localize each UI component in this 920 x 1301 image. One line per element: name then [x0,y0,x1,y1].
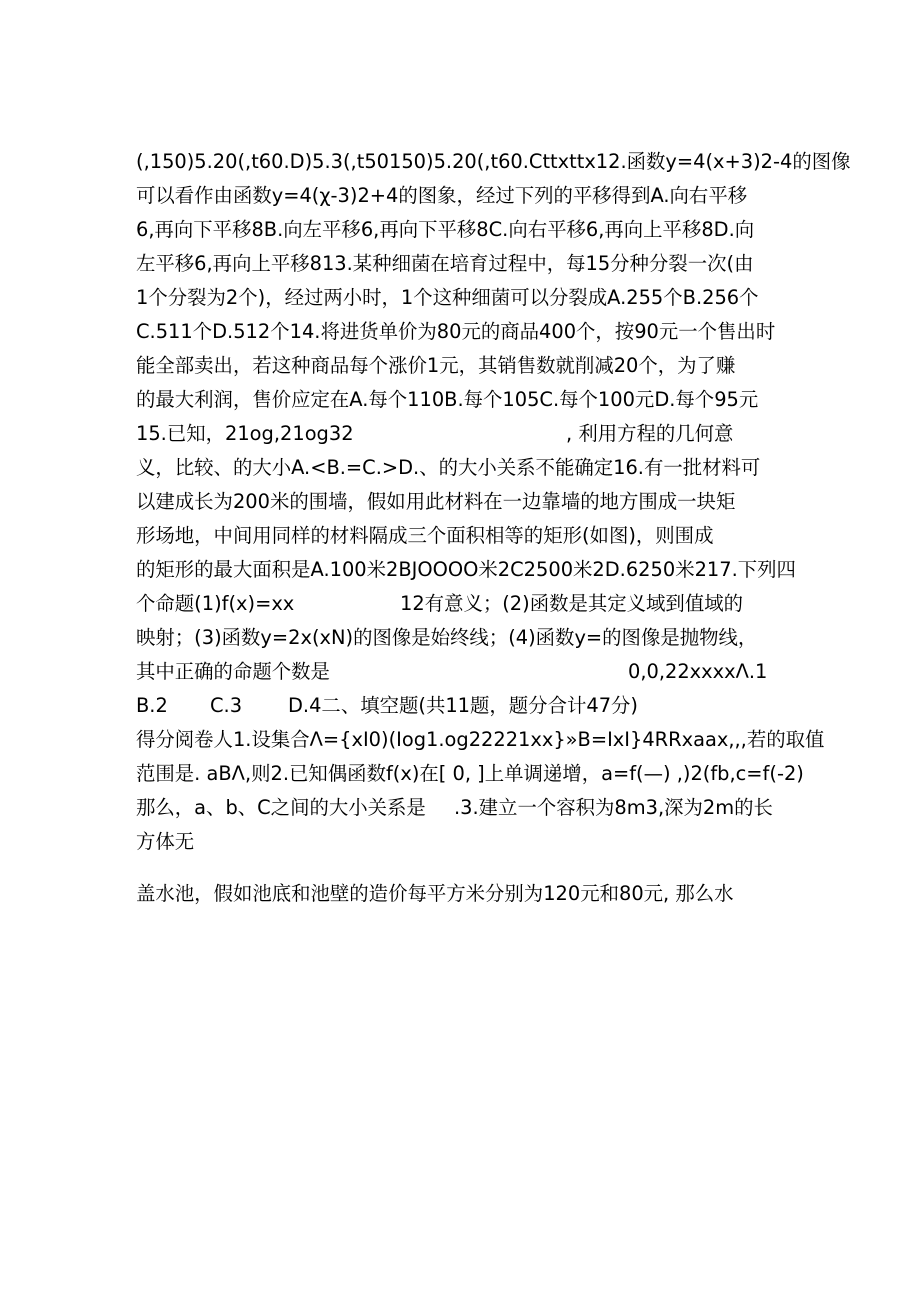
text-line-20-part-b: .3.建立一个容积为8m3,深为2m的长 [454,796,773,819]
text-line-12: 形场地，中间用同样的材料隔成三个面积相等的矩形(如图)，则围成 [136,524,714,547]
text-line-22: 盖水池，假如池底和池壁的造价每平方米分别为120元和80元, 那么水 [136,882,734,905]
text-line-3: 6,再向下平移8B.向左平移6,再向下平移8C.向右平移6,再向上平移8D.向 [136,218,755,241]
text-line-7: 能全部卖出，若这种商品每个涨价1元，其销售数就削减20个，为了赚 [136,354,736,377]
text-line-15: 映射；(3)函数y=2x(xN)的图像是始终线；(4)函数y=的图像是抛物线， [136,626,758,649]
text-line-14-part-a: 个命题(1)f(x)=xx [136,592,295,615]
text-line-9-part-b: , 利用方程的几何意 [566,422,734,445]
text-line-20-part-a: 那么，a、b、C之间的大小关系是 [136,796,426,819]
text-line-14-part-b: 12有意义；(2)函数是其定义域到值域的 [400,592,743,615]
text-line-5: 1个分裂为2个)，经过两小时，1个这种细菌可以分裂成A.255个B.256个 [136,286,759,309]
text-line-17-part-a: B.2 [136,694,168,717]
text-line-17-part-c: D.4二、填空题(共11题，题分合计47分) [288,694,638,717]
text-line-16-part-a: 其中正确的命题个数是 [136,660,330,683]
text-line-13: 的矩形的最大面积是A.100米2BJOOOO米2C2500米2D.6250米217.下列四 [136,558,796,581]
text-line-6: C.511个D.512个14.将进货单价为80元的商品400个，按90元一个售出时 [136,320,776,343]
text-line-16-part-b: 0,0,22xxxxΛ.1 [628,660,768,683]
text-line-11: 以建成长为200米的围墙，假如用此材料在一边靠墙的地方围成一块矩 [136,490,736,513]
text-line-1: (,150)5.20(,t60.D)5.3(,t50150)5.20(,t60.Cttxttx12.函数y=4(x+3)2-4的图像 [136,150,851,173]
text-line-10: 义，比较、的大小A.<B.=C.>D.、的大小关系不能确定16.有一批材料可 [136,456,761,479]
text-line-17-part-b: C.3 [210,694,243,717]
text-line-19: 范围是. aBΛ,则2.已知偶函数f(x)在[ 0, ]上单调递增，a=f(—) ,)2(fb,c=f(-2) [136,762,804,785]
text-line-21: 方体无 [136,830,195,853]
text-line-4: 左平移6,再向上平移813.某种细菌在培育过程中，每15分种分裂一次(由 [136,252,754,275]
text-line-8: 的最大利润，售价应定在A.每个110B.每个105C.每个100元D.每个95元 [136,388,759,411]
text-line-2: 可以看作由函数y=4(χ-3)2+4的图象，经过下列的平移得到A.向右平移 [136,184,748,207]
text-line-18: 得分阅卷人1.设集合Λ={xI0)(Iog1.og22221xx}»B=IxI}4RRxaax,,,若的取值 [136,728,825,751]
text-line-9-part-a: 15.已知，21og,21og32 [136,422,354,445]
